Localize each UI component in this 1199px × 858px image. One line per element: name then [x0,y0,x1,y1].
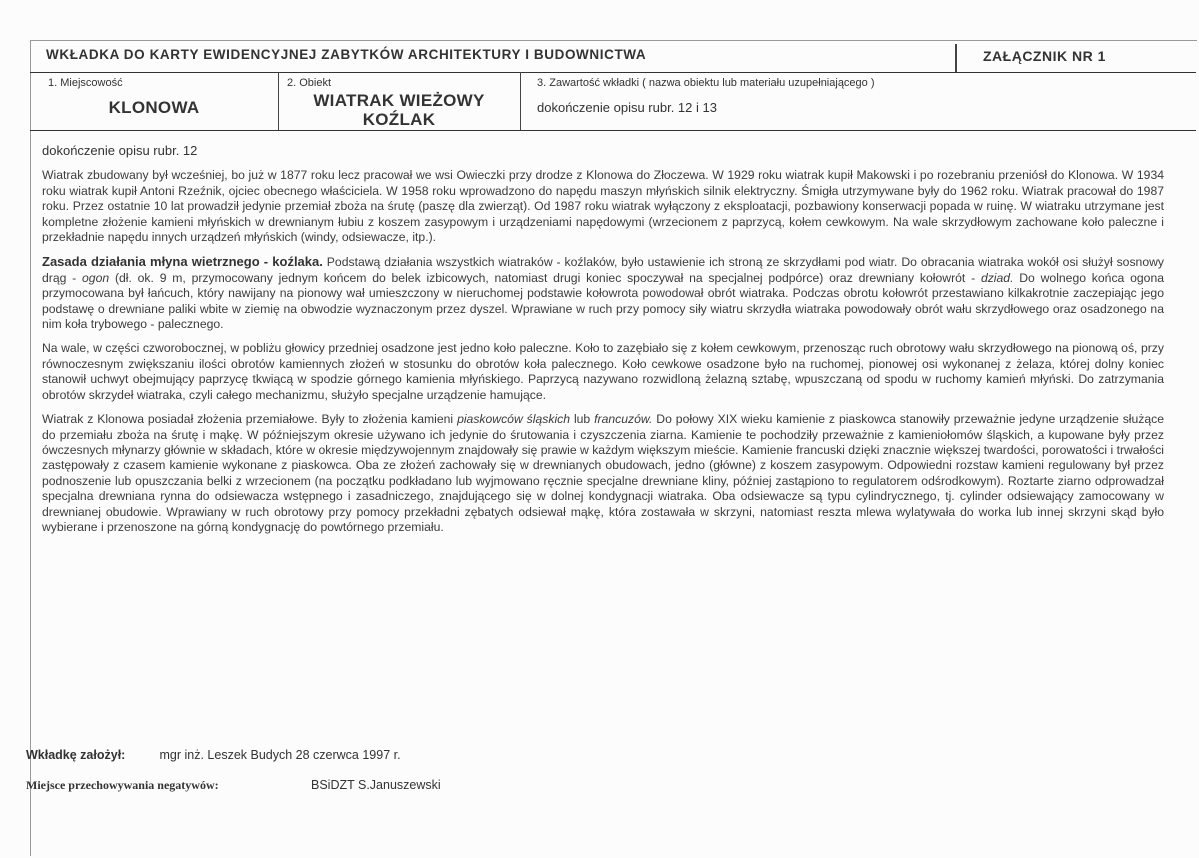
object-value-line1: WIATRAK WIEŻOWY [313,91,485,110]
author-value: mgr inż. Leszek Budych 28 czerwca 1997 r. [159,748,401,762]
object-field [278,72,521,130]
text-run: Do połowy XIX wieku kamienie z piaskowca stanowiły przeważnie jedyne urządzenie służące do przemiału zboża na śrutę i mąkę. W późniejszym okresie używano ich jedynie do śrutowania i czyszczenia ziarna. Kamienie te pochodziły przeważnie z kamieniołomów śląskich, a kupowane były przez ówczesnych młynarzy głównie w składach, które w okresie międzywojennym znajdowały się prawie w każdym większym mieście. Kamienie francuski dzięki znacznie większej twardości, porowatości i trwałości zastępowały z czasem kamienie wykonane z piaskowca. Oba ze złożeń zachowały się w drewnianych obudowach, jedno (główne) z koszem zasypowym. Odpowiedni rozstaw kamieni regulowany był przez podnoszenie lub opuszczania belki z wrzecionem (na początku podkładano lub wyjmowano ręcznie specjalne drewniane kliny, później zastąpiono to regulatorem odśrodkowym). Roztarte ziarno odprowadzał specjalna drewniana rynna do odsiewacza wstępnego i zasadniczego, znajdującego się w dolnej kondygnacji wiatraka. Oba odsiewacze są typu cylindrycznego, tj. cylinder odsiewający zamocowany w drewnianej obudowie. Wprawiany w ruch obrotowy przy pomocy przekładni zębatych odsiewał mąkę, która zostawała w skrzyni, natomiast reszta mlewa wylatywała do worka lub innej skrzyni skąd było wybierane i przenoszone na górną kondygnację do powtórnego przemiału. [42,412,1165,534]
card-title: WKŁADKA DO KARTY EWIDENCYJNEJ ZABYTKÓW ARCHITEKTURY I BUDOWNICTWA [46,47,647,62]
card-header [30,40,1196,73]
text-run: Podstawą działania wszystkich wiatraków - koźlaków, było ustawienie ich stroną ze skrzydłami pod wiatr. Do obracania wiatraka wokół osi służył sosnowy drąg - [42,255,1164,285]
negatives-value: BSiDZT S.Januszewski [311,778,441,792]
text-run: lub [570,412,595,427]
negatives-label: Miejsce przechowywania negatywów: [26,778,219,792]
author-label: Wkładkę założył: [26,748,126,762]
header-divider [955,44,957,72]
location-value: KLONOWA [108,98,200,117]
location-label: 1. Miejscowość [48,77,123,89]
location-field [30,72,279,130]
fields-row [30,72,1196,131]
term-dziad: dziad. [980,270,1014,285]
contents-value: dokończenie opisu rubr. 12 i 13 [537,100,717,115]
paragraph-history: Wiatrak zbudowany był wcześniej, bo już w 1877 roku lecz pracował we wsi Owieczki przy drodze z Klonowa do Złoczewa. W 1929 roku wiatrak kupił Makowski i po rozebraniu przeniósł do Klonowa. W 1934 roku wiatrak kupił Antoni Rzeźnik, ojciec obecnego właściciela. W 1958 roku wprowadzono do napędu maszyn młyńskich silnik elektryczny. Śmigła utrzymywane były do 1962 roku. Wiatrak pracował do 1987 roku. Przez ostatnie 10 lat prowadził jedynie przemiał zboża na śrutę (paszę dla zwierząt). Od 1987 roku wiatrak wyłączony z eksploatacji, pozbawiony konserwacji popada w ruinę. W wiatraku utrzymane jest kompletne złożenie kamieni młyńskich w drewnianym łubiu z koszem zasypowym i urządzeniami napędowymi (wrzecionem z paprzycą, kołem cewkowym. Na wale skrzydłowym zachowane koło paleczne i przekładnie napędu innych urządzeń młyńskich (windy, odsiewacze, itp.). [42,168,1164,245]
term-french: francuzów. [594,412,653,427]
term-ogon: ogon [82,270,110,285]
paragraph-millstones [42,412,1164,535]
text-run: Wiatrak z Klonowa posiadał złożenia przemiałowe. Były to złożenia kamieni [42,412,458,427]
object-label: 2. Obiekt [287,77,332,89]
paragraph-mechanism [42,254,1164,332]
annex-number: ZAŁĄCZNIK NR 1 [983,48,1106,64]
text-run: Do wolnego końca ogona przymocowana był łańcuch, który nawijany na pionowy wał umieszczony w nieruchomej podstawie kołowrota powodował obrót wiatraka. Podczas obrotu kołowrót przestawiano kilkakrotnie zaczepiając jego podstawę o drewniane paliki wbite w ziemię na obwodzie wyznaczonym przez dyszel. Wprawiane w ruch przy pomocy siły wiatru skrzydła wiatraka powodowały obrót wału skrzydłowego oraz osadzonego na nim koła trybowego - palecznego. [42,270,1165,332]
paragraph-lead: Zasada działania młyna wietrznego - koźlaka. [42,254,323,270]
object-value [278,91,520,129]
text-run: (dł. ok. 9 m, przymocowany jednym końcem do belek izbicowych, natomiast drugi koniec spoczywał na specjalnej podpórce) oraz drewniany kołowrót - [109,270,981,285]
paragraph-gears: Na wale, w części czworobocznej, w pobliżu głowicy przedniej osadzone jest jedno koło paleczne. Koło to zazębiało się z kołem cewkowym, przenosząc ruch obrotowy wału skrzydłowego na pionową oś, przy równoczesnym zwiększaniu ilości obrotów kamiennych złożeń w stosunku do obrotów koła palecznego. Koło cewkowe osadzone było na ruchomej, pionowej osi wykonanej z żelaza, której dolny koniec stanowił uchwyt obejmujący paprzycę tkwiącą w spodzie górnego kamienia młyńskiego. Paprzycą nazywano rozwidloną żelazną sztabę, wpuszczaną od spodu w ruchomy kamień młyński. Do zatrzymania obrotów skrzydeł wiatraka, czyli całego mechanizmu, służyło specjalne urządzenie hamujące. [42,341,1164,402]
contents-field [520,72,1196,130]
term-silesian-sandstone: piaskowców śląskich [457,412,571,427]
contents-label: 3. Zawartość wkładki ( nazwa obiektu lub materiału uzupełniającego ) [537,77,875,89]
description-body [42,143,1164,544]
object-value-line2: KOŹLAK [362,110,436,129]
negatives-line [26,778,441,793]
section-subheading: dokończenie opisu rubr. 12 [42,143,198,158]
author-line [26,748,401,762]
